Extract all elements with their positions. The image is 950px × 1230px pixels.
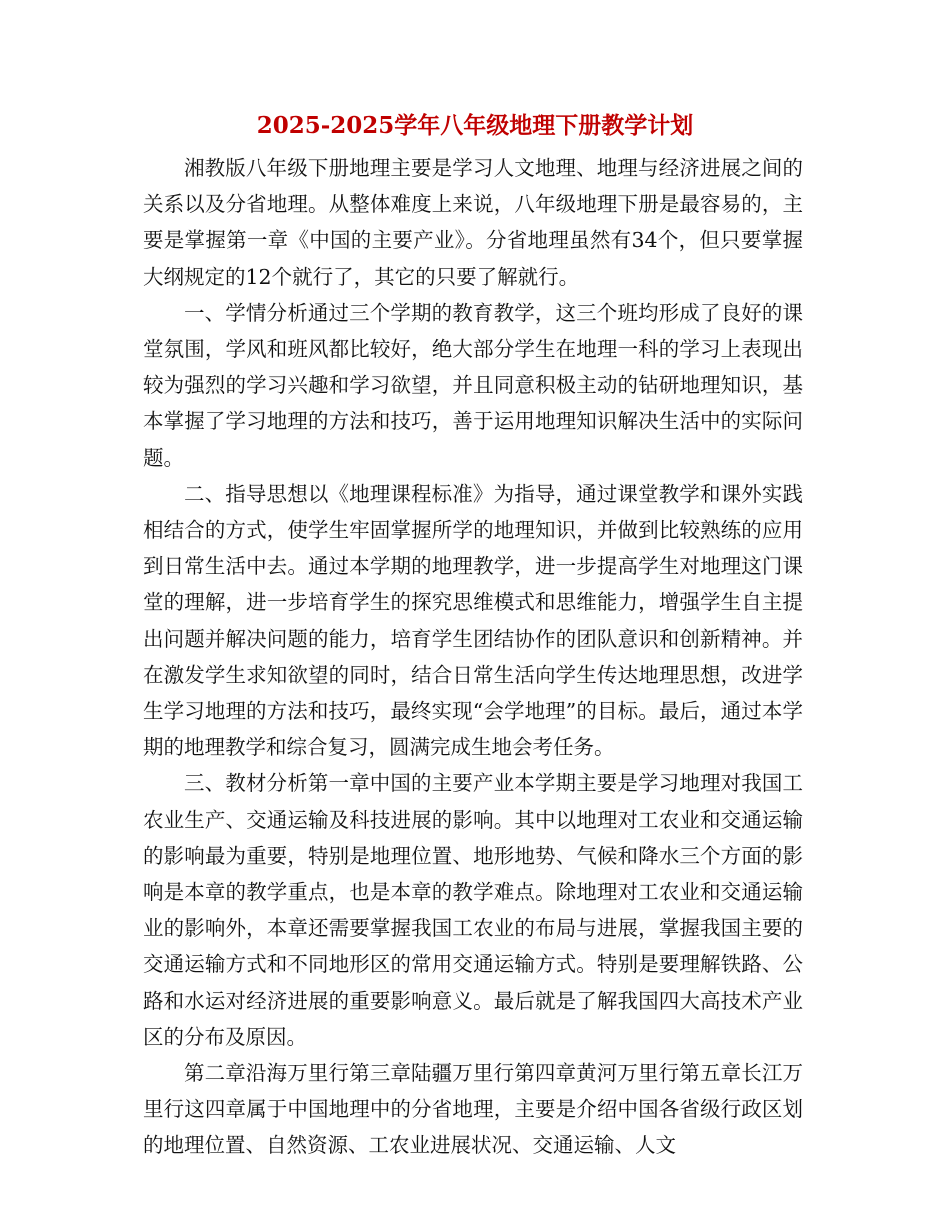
paragraph-student-analysis: 一、学情分析通过三个学期的教育教学，这三个班均形成了良好的课堂氛围，学风和班风都比较好，绝大部分学生在地理一科的学习上表现出较为强烈的学习兴趣和学习欲望，并且同意积极主动的钻研地理知识，基本掌握了学习地理的方法和技巧，善于运用地理知识解决生活中的实际问题。 (143, 300, 803, 470)
document-body (143, 150, 803, 1164)
document-title: 2025-2025学年八年级地理下册教学计划 (256, 112, 694, 139)
paragraph-textbook-analysis: 三、教材分析第一章中国的主要产业本学期主要是学习地理对我国工农业生产、交通运输及科技进展的影响。其中以地理对工农业和交通运输的影响最为重要，特别是地理位置、地形地势、气候和降水三个方面的影响是本章的教学重点，也是本章的教学难点。除地理对工农业和交通运输业的影响外，本章还需要掌握我国工农业的布局与进展，掌握我国主要的交通运输方式和不同地形区的常用交通运输方式。特别是要理解铁路、公路和水运对经济进展的重要影响意义。最后就是了解我国四大高技术产业区的分布及原因。 (143, 771, 803, 1049)
paragraph-guiding-ideology: 二、指导思想以《地理课程标准》为指导，通过课堂教学和课外实践相结合的方式，使学生牢固掌握所学的地理知识，并做到比较熟练的应用到日常生活中去。通过本学期的地理教学，进一步提高学生对地理这门课堂的理解，进一步培育学生的探究思维模式和思维能力，增强学生自主提出问题并解决问题的能力，培育学生团结协作的团队意识和创新精神。并在激发学生求知欲望的同时，结合日常生活向学生传达地理思想，改进学生学习地理的方法和技巧，最终实现“会学地理”的目标。最后，通过本学期的地理教学和综合复习，圆满完成生地会考任务。 (143, 481, 803, 760)
paragraph-intro: 湘教版八年级下册地理主要是学习人文地理、地理与经济进展之间的关系以及分省地理。从整体难度上来说，八年级地理下册是最容易的，主要是掌握第一章《中国的主要产业》。分省地理虽然有34个，但只要掌握大纲规定的12个就行了，其它的只要了解就行。 (143, 156, 803, 289)
paragraph-regional-geography: 第二章沿海万里行第三章陆疆万里行第四章黄河万里行第五章长江万里行这四章属于中国地理中的分省地理，主要是介绍中国各省级行政区划的地理位置、自然资源、工农业进展状况、交通运输、人文 (143, 1061, 803, 1158)
